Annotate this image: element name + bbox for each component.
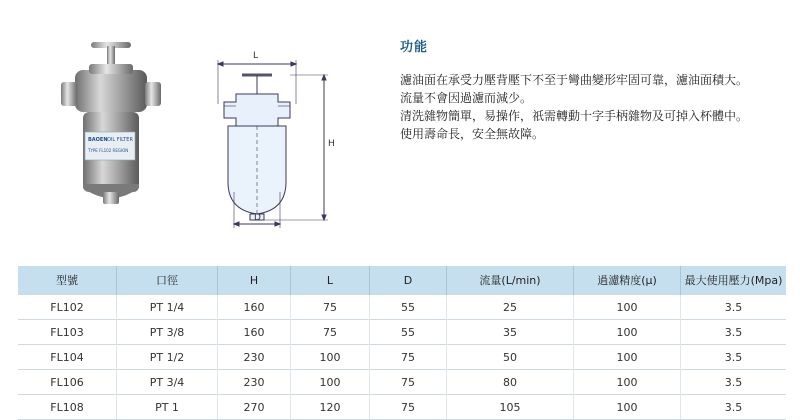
feature-line: 使用壽命長，安全無故障。: [400, 127, 545, 141]
cell-filtration: 100: [574, 295, 681, 320]
cell-h: 160: [218, 320, 291, 345]
cell-h: 230: [218, 345, 291, 370]
dimension-drawing: [198, 42, 348, 232]
header-port-size: 口徑: [117, 266, 218, 295]
cell-d: 75: [370, 395, 447, 420]
cell-d: 75: [370, 345, 447, 370]
cell-port-size: PT 1: [117, 395, 218, 420]
cell-flow: 80: [447, 370, 574, 395]
header-max-pressure: 最大使用壓力(Mpa): [681, 266, 787, 295]
cell-max-pressure: 3.5: [681, 295, 787, 320]
cell-l: 120: [291, 395, 370, 420]
cell-l: 75: [291, 320, 370, 345]
dimension-label-d: D: [254, 213, 261, 223]
header-d: D: [370, 266, 447, 295]
cell-l: 75: [291, 295, 370, 320]
spec-table: [18, 266, 786, 420]
feature-line: 流量不會因過濾而減少。: [400, 91, 533, 105]
cell-d: 75: [370, 370, 447, 395]
cell-port-size: PT 3/4: [117, 370, 218, 395]
cell-h: 230: [218, 370, 291, 395]
cell-max-pressure: 3.5: [681, 345, 787, 370]
cell-filtration: 100: [574, 395, 681, 420]
cell-max-pressure: 3.5: [681, 395, 787, 420]
cell-flow: 35: [447, 320, 574, 345]
header-h: H: [218, 266, 291, 295]
table-row: [18, 295, 786, 320]
cell-d: 55: [370, 320, 447, 345]
dimension-label-l: L: [253, 51, 259, 61]
cell-flow: 50: [447, 345, 574, 370]
cell-model: FL102: [18, 295, 117, 320]
features-title: 功能: [400, 40, 429, 55]
cell-h: 160: [218, 295, 291, 320]
cell-filtration: 100: [574, 345, 681, 370]
cell-model: FL104: [18, 345, 117, 370]
cell-port-size: PT 1/4: [117, 295, 218, 320]
nameplate-model: TYPE FL102 REGION: [88, 148, 129, 153]
header-flow: 流量(L/min): [447, 266, 574, 295]
cell-d: 55: [370, 295, 447, 320]
table-row: [18, 320, 786, 345]
table-row: [18, 395, 786, 420]
cell-l: 100: [291, 370, 370, 395]
cell-filtration: 100: [574, 320, 681, 345]
table-header-row: [18, 266, 786, 295]
features-section: [400, 36, 795, 143]
table-row: [18, 370, 786, 395]
cell-model: FL108: [18, 395, 117, 420]
feature-line: 清洗雜物簡單，易操作，祇需轉動十字手柄雜物及可掉入杯體中。: [400, 109, 749, 123]
cell-port-size: PT 3/8: [117, 320, 218, 345]
cell-filtration: 100: [574, 370, 681, 395]
dimension-label-h: H: [328, 139, 335, 149]
feature-line: 濾油面在承受力壓背壓下不至于彎曲變形牢固可靠，濾油面積大。: [400, 73, 749, 87]
header-model: 型號: [18, 266, 117, 295]
cell-h: 270: [218, 395, 291, 420]
cell-model: FL103: [18, 320, 117, 345]
nameplate-text: OIL FILTER: [107, 137, 133, 143]
cell-max-pressure: 3.5: [681, 320, 787, 345]
cell-max-pressure: 3.5: [681, 370, 787, 395]
header-l: L: [291, 266, 370, 295]
cell-flow: 25: [447, 295, 574, 320]
nameplate-brand: BAOEN: [88, 137, 108, 143]
cell-model: FL106: [18, 370, 117, 395]
product-photo: [55, 38, 165, 210]
cell-l: 100: [291, 345, 370, 370]
cell-flow: 105: [447, 395, 574, 420]
header-filtration: 過濾精度(μ): [574, 266, 681, 295]
table-row: [18, 345, 786, 370]
cell-port-size: PT 1/2: [117, 345, 218, 370]
